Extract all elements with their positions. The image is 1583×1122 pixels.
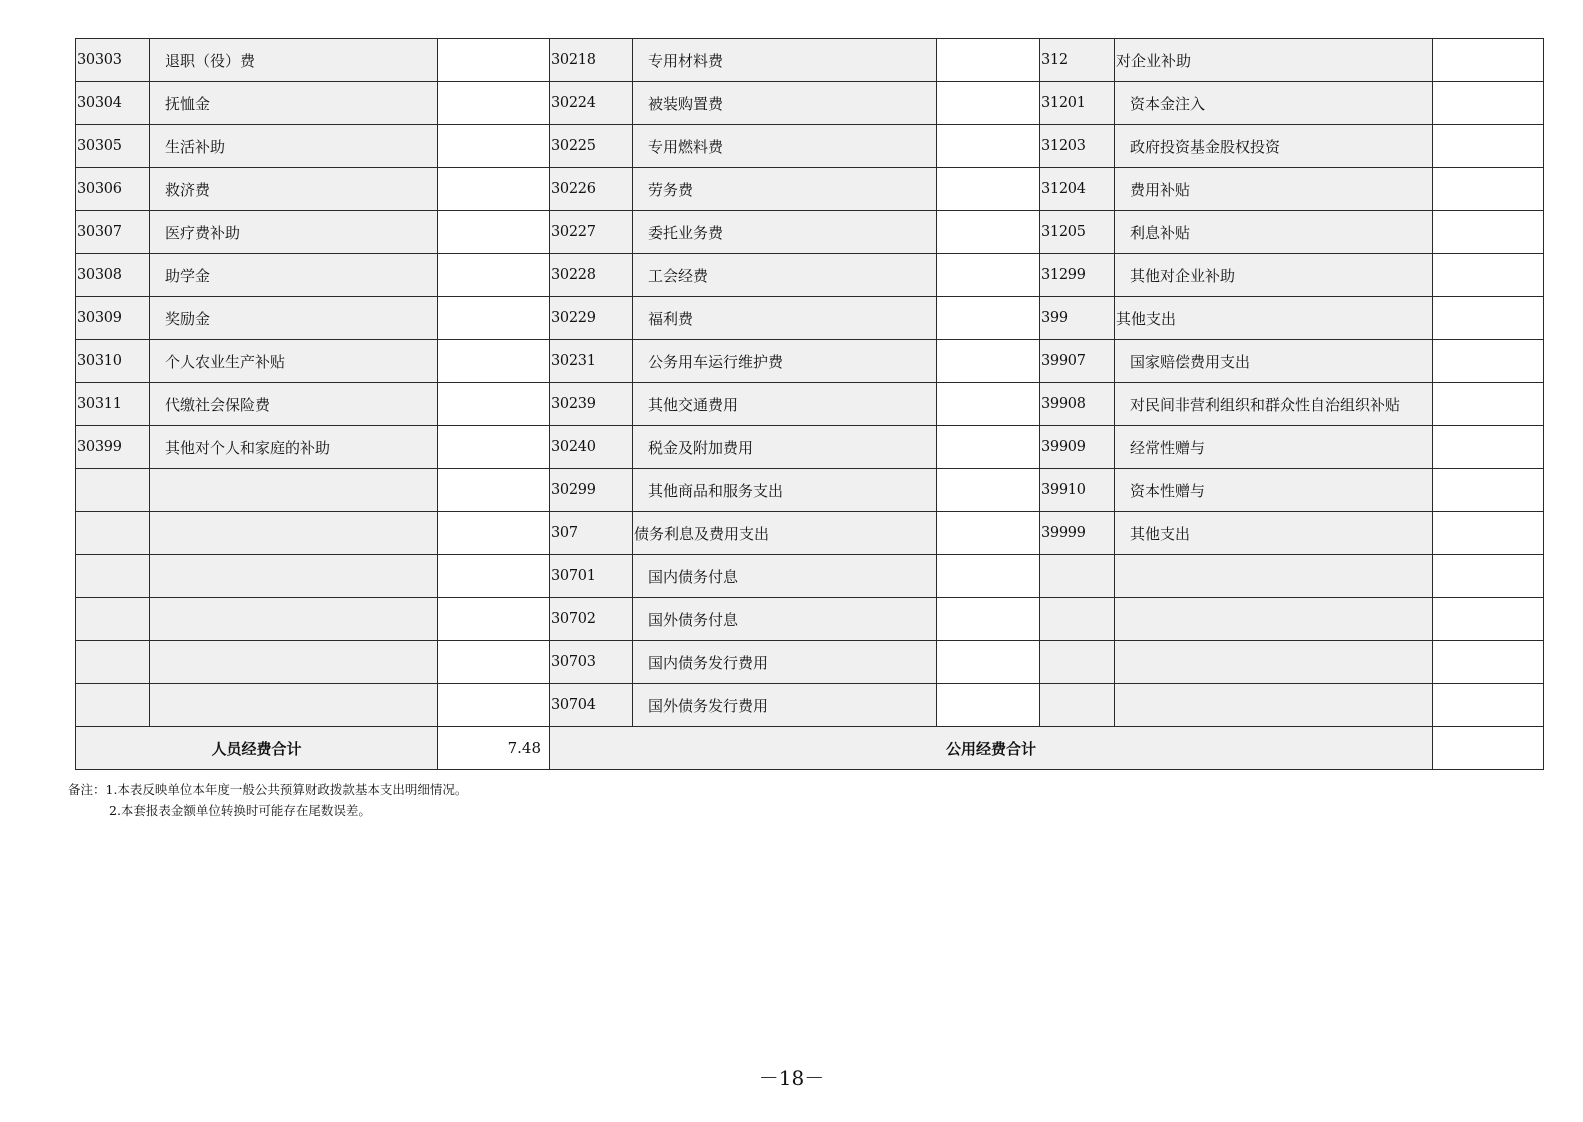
item-name: 抚恤金 xyxy=(150,82,438,125)
remarks xyxy=(68,779,467,821)
item-code: 31205 xyxy=(1040,211,1115,254)
personnel-total-label: 人员经费合计 xyxy=(76,727,438,770)
item-name xyxy=(150,555,438,598)
item-code: 312 xyxy=(1040,39,1115,82)
item-code xyxy=(76,598,150,641)
item-code: 30231 xyxy=(550,340,633,383)
item-code: 30703 xyxy=(550,641,633,684)
item-name: 福利费 xyxy=(633,297,937,340)
item-name xyxy=(150,641,438,684)
item-code: 30228 xyxy=(550,254,633,297)
table-row xyxy=(76,555,1544,598)
item-name: 债务利息及费用支出 xyxy=(633,512,937,555)
item-code: 30229 xyxy=(550,297,633,340)
item-code: 30701 xyxy=(550,555,633,598)
item-name xyxy=(1115,555,1433,598)
item-amount xyxy=(937,125,1040,168)
item-code: 30299 xyxy=(550,469,633,512)
item-code: 30308 xyxy=(76,254,150,297)
item-name: 资本性赠与 xyxy=(1115,469,1433,512)
item-name: 代缴社会保险费 xyxy=(150,383,438,426)
item-amount xyxy=(438,383,550,426)
item-amount xyxy=(937,426,1040,469)
item-code xyxy=(76,641,150,684)
item-code: 30303 xyxy=(76,39,150,82)
item-code xyxy=(76,512,150,555)
item-amount xyxy=(1433,469,1544,512)
item-code xyxy=(1040,598,1115,641)
item-amount xyxy=(1433,297,1544,340)
table-row xyxy=(76,297,1544,340)
basic-expenditure-detail-table xyxy=(75,38,1544,770)
table-row xyxy=(76,598,1544,641)
item-amount xyxy=(937,211,1040,254)
public-total-label: 公用经费合计 xyxy=(550,727,1433,770)
item-amount xyxy=(438,684,550,727)
item-name xyxy=(1115,641,1433,684)
item-name: 其他对企业补助 xyxy=(1115,254,1433,297)
item-code: 30239 xyxy=(550,383,633,426)
item-code: 30224 xyxy=(550,82,633,125)
item-name: 国外债务付息 xyxy=(633,598,937,641)
item-amount xyxy=(1433,555,1544,598)
item-amount xyxy=(937,598,1040,641)
item-name: 经常性赠与 xyxy=(1115,426,1433,469)
item-name: 税金及附加费用 xyxy=(633,426,937,469)
item-name: 生活补助 xyxy=(150,125,438,168)
item-amount xyxy=(1433,340,1544,383)
item-name: 其他交通费用 xyxy=(633,383,937,426)
item-code: 39907 xyxy=(1040,340,1115,383)
item-amount xyxy=(438,297,550,340)
item-code: 39908 xyxy=(1040,383,1115,426)
item-name: 国外债务发行费用 xyxy=(633,684,937,727)
item-code: 31204 xyxy=(1040,168,1115,211)
item-code: 30311 xyxy=(76,383,150,426)
table-row xyxy=(76,168,1544,211)
table-body xyxy=(76,39,1544,727)
remark-line-2: 2.本套报表金额单位转换时可能存在尾数误差。 xyxy=(109,803,371,818)
item-name: 奖励金 xyxy=(150,297,438,340)
item-name: 国内债务发行费用 xyxy=(633,641,937,684)
item-code: 30307 xyxy=(76,211,150,254)
item-amount xyxy=(937,555,1040,598)
table-row xyxy=(76,254,1544,297)
item-name: 被装购置费 xyxy=(633,82,937,125)
item-name xyxy=(1115,684,1433,727)
item-amount xyxy=(1433,598,1544,641)
item-code xyxy=(1040,684,1115,727)
item-code: 30225 xyxy=(550,125,633,168)
table-row xyxy=(76,340,1544,383)
item-amount xyxy=(937,512,1040,555)
item-name: 其他商品和服务支出 xyxy=(633,469,937,512)
item-code: 39910 xyxy=(1040,469,1115,512)
item-code: 30310 xyxy=(76,340,150,383)
item-amount xyxy=(438,641,550,684)
item-code: 30226 xyxy=(550,168,633,211)
item-code: 31203 xyxy=(1040,125,1115,168)
item-name: 费用补贴 xyxy=(1115,168,1433,211)
item-name: 救济费 xyxy=(150,168,438,211)
item-amount xyxy=(1433,125,1544,168)
item-amount xyxy=(438,598,550,641)
item-amount xyxy=(438,469,550,512)
item-code: 30227 xyxy=(550,211,633,254)
table-row xyxy=(76,39,1544,82)
item-amount xyxy=(937,39,1040,82)
item-amount xyxy=(438,125,550,168)
item-amount xyxy=(1433,426,1544,469)
item-code xyxy=(76,684,150,727)
item-name xyxy=(150,469,438,512)
item-code: 399 xyxy=(1040,297,1115,340)
table-row xyxy=(76,426,1544,469)
item-name xyxy=(150,598,438,641)
item-code: 31299 xyxy=(1040,254,1115,297)
item-name: 医疗费补助 xyxy=(150,211,438,254)
item-name xyxy=(150,512,438,555)
item-name: 对民间非营利组织和群众性自治组织补贴 xyxy=(1115,383,1433,426)
item-name xyxy=(1115,598,1433,641)
item-amount xyxy=(937,297,1040,340)
table-row xyxy=(76,125,1544,168)
item-name: 其他支出 xyxy=(1115,512,1433,555)
table-row xyxy=(76,512,1544,555)
item-name: 个人农业生产补贴 xyxy=(150,340,438,383)
page-number: －18－ xyxy=(758,1066,825,1090)
item-name: 国家赔偿费用支出 xyxy=(1115,340,1433,383)
item-amount xyxy=(438,82,550,125)
item-amount xyxy=(438,211,550,254)
item-code: 30704 xyxy=(550,684,633,727)
table-row xyxy=(76,211,1544,254)
item-amount xyxy=(1433,684,1544,727)
table-row xyxy=(76,383,1544,426)
item-name: 对企业补助 xyxy=(1115,39,1433,82)
item-amount xyxy=(937,641,1040,684)
item-amount xyxy=(937,340,1040,383)
item-amount xyxy=(1433,383,1544,426)
table-row xyxy=(76,641,1544,684)
item-name: 退职（役）费 xyxy=(150,39,438,82)
remark-line-1: 备注：1.本表反映单位本年度一般公共预算财政拨款基本支出明细情况。 xyxy=(68,782,468,797)
item-name: 资本金注入 xyxy=(1115,82,1433,125)
item-amount xyxy=(1433,82,1544,125)
item-amount xyxy=(937,684,1040,727)
item-amount xyxy=(438,340,550,383)
item-amount xyxy=(438,555,550,598)
item-name: 其他对个人和家庭的补助 xyxy=(150,426,438,469)
item-name: 公务用车运行维护费 xyxy=(633,340,937,383)
item-code: 31201 xyxy=(1040,82,1115,125)
item-code: 30702 xyxy=(550,598,633,641)
item-name: 劳务费 xyxy=(633,168,937,211)
item-amount xyxy=(1433,168,1544,211)
item-code xyxy=(1040,555,1115,598)
item-code: 30240 xyxy=(550,426,633,469)
item-amount xyxy=(937,383,1040,426)
item-amount xyxy=(1433,641,1544,684)
item-code: 39999 xyxy=(1040,512,1115,555)
item-name: 国内债务付息 xyxy=(633,555,937,598)
item-amount xyxy=(1433,211,1544,254)
item-code: 30399 xyxy=(76,426,150,469)
item-amount xyxy=(1433,39,1544,82)
item-amount xyxy=(438,426,550,469)
item-code xyxy=(1040,641,1115,684)
item-name xyxy=(150,684,438,727)
item-name: 工会经费 xyxy=(633,254,937,297)
item-name: 专用材料费 xyxy=(633,39,937,82)
item-code: 30309 xyxy=(76,297,150,340)
item-name: 专用燃料费 xyxy=(633,125,937,168)
item-name: 政府投资基金股权投资 xyxy=(1115,125,1433,168)
personnel-total-value: 7.48 xyxy=(438,727,550,770)
item-amount xyxy=(438,168,550,211)
item-amount xyxy=(937,82,1040,125)
item-amount xyxy=(438,254,550,297)
item-amount xyxy=(438,39,550,82)
public-total-value xyxy=(1433,727,1544,770)
table-row xyxy=(76,82,1544,125)
totals-row xyxy=(76,727,1544,770)
item-code: 30306 xyxy=(76,168,150,211)
item-name: 助学金 xyxy=(150,254,438,297)
item-code: 30218 xyxy=(550,39,633,82)
item-amount xyxy=(937,168,1040,211)
item-code: 30305 xyxy=(76,125,150,168)
item-name: 其他支出 xyxy=(1115,297,1433,340)
table-row xyxy=(76,469,1544,512)
item-code xyxy=(76,469,150,512)
item-code: 39909 xyxy=(1040,426,1115,469)
item-amount xyxy=(1433,512,1544,555)
table-row xyxy=(76,684,1544,727)
item-name: 委托业务费 xyxy=(633,211,937,254)
item-code xyxy=(76,555,150,598)
item-name: 利息补贴 xyxy=(1115,211,1433,254)
item-code: 30304 xyxy=(76,82,150,125)
item-code: 307 xyxy=(550,512,633,555)
item-amount xyxy=(937,254,1040,297)
item-amount xyxy=(1433,254,1544,297)
item-amount xyxy=(937,469,1040,512)
item-amount xyxy=(438,512,550,555)
